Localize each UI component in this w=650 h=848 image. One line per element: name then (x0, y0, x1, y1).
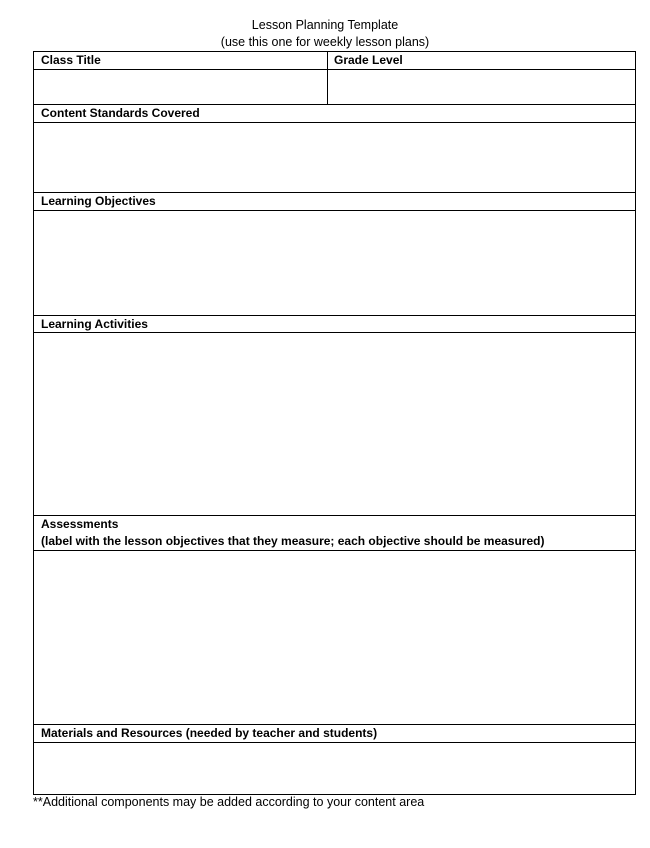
document-subtitle: (use this one for weekly lesson plans) (220, 35, 430, 49)
content-standards-header (34, 105, 635, 123)
assessments-note: (label with the lesson objectives that they measure; each objective should be measured) (41, 534, 545, 548)
content-standards-label: Content Standards Covered (41, 106, 200, 120)
content-standards-field[interactable] (34, 123, 635, 193)
class-title-field[interactable] (34, 70, 327, 104)
grade-level-field[interactable] (328, 70, 635, 104)
assessments-label: Assessments (41, 517, 119, 531)
assessments-header (34, 516, 635, 551)
materials-field[interactable] (34, 743, 635, 794)
learning-activities-field[interactable] (34, 333, 635, 516)
class-grade-field-row (34, 70, 635, 105)
footnote: **Additional components may be added according to your content area (33, 795, 425, 809)
class-title-label: Class Title (41, 53, 101, 67)
materials-header (34, 725, 635, 743)
materials-label: Materials and Resources (needed by teacher and students) (41, 726, 378, 740)
document-title: Lesson Planning Template (251, 18, 399, 32)
learning-objectives-field[interactable] (34, 211, 635, 316)
learning-objectives-label: Learning Objectives (41, 194, 156, 208)
learning-activities-header (34, 316, 635, 333)
grade-level-label: Grade Level (334, 53, 403, 67)
class-grade-header-row (34, 52, 635, 70)
learning-activities-label: Learning Activities (41, 317, 148, 331)
assessments-field[interactable] (34, 551, 635, 725)
learning-objectives-header (34, 193, 635, 211)
lesson-plan-table (33, 51, 636, 795)
